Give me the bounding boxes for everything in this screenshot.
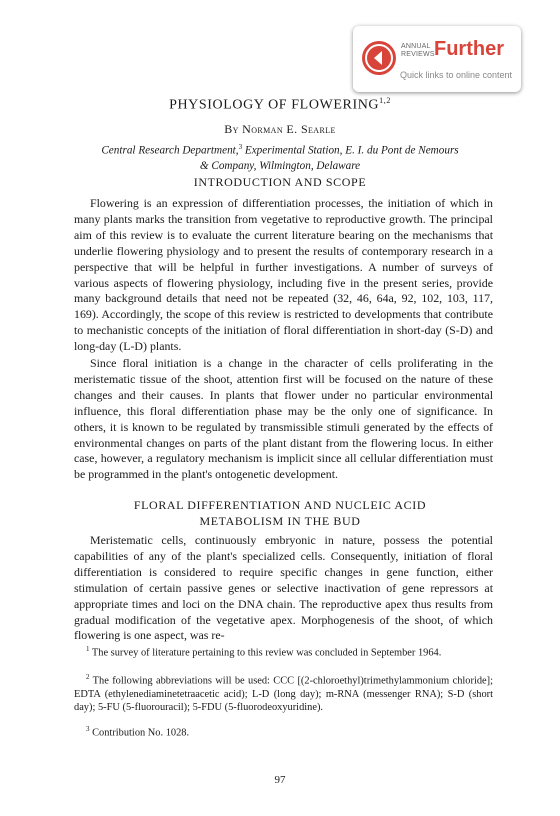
page-number: 97 xyxy=(274,774,286,786)
section-heading-introduction: INTRODUCTION AND SCOPE xyxy=(193,175,367,189)
section-heading-floral-differentiation xyxy=(60,497,500,529)
annual-reviews-further-badge[interactable] xyxy=(353,26,521,92)
footnote-3-text: Contribution No. 1028. xyxy=(89,727,190,739)
title-footnote-mark[interactable]: 1,2 xyxy=(379,96,391,105)
affiliation xyxy=(60,140,500,174)
title-text: PHYSIOLOGY OF FLOWERING xyxy=(169,97,380,113)
footnote-1-text: The survey of literature pertaining to this review was concluded in September 1964. xyxy=(89,647,442,659)
article-title xyxy=(0,96,560,114)
paragraph-intro-1: Flowering is an expression of differentiation processes, the initiation of which in many plants marks the transition from vegetative to reproductive growth. The principal aim of this review is to evaluate the current literature bearing on the mechanisms that underlie flowering physiology and to present the results of contemporary research in a perspective that will be helpful in further investigations. A number of surveys of various aspects of flowering physiology, including five in the present series, provide many background details that need not be repeated (32, 46, 64a, 92, 102, 103, 117, 169). Accordingly, the scope of this review is restricted to developments that contribute to mechanistic concepts of the initiation of floral differentiation in short-day (S-D) and long-day (L-D) plants. xyxy=(74,196,493,354)
affiliation-location: & Company, Wilmington, Delaware xyxy=(199,159,361,172)
paragraph-floral-1: Meristematic cells, continuously embryonic in nature, possess the potential capabilities of any of the plant's specialized cells. Consequently, initiation of floral differentiation is considered to require specific changes in gene function, either stimulation of certain passive genes or selective inactivation of gene repressors at appropriate times and loci on the DNA chain. The reproductive apex thus results from gradual modification of the vegetative apex. Morphogenesis of the shoot, of which flowering is one aspect, was re- xyxy=(74,533,493,643)
affiliation-department: Central Research Department, xyxy=(101,144,239,157)
affiliation-station: Experimental Station, E. I. du Pont de Nemours xyxy=(242,144,459,157)
badge-annual-reviews-text: ANNUAL REVIEWS xyxy=(401,43,435,58)
badge-quick-links-link[interactable]: Quick links to online content xyxy=(400,70,513,80)
footnote-2 xyxy=(74,671,493,715)
section-heading-line-2: METABOLISM IN THE BUD xyxy=(199,514,361,528)
author-line: By Norman E. Searle xyxy=(224,122,336,136)
section-heading-line-1: FLORAL DIFFERENTIATION AND NUCLEIC ACID xyxy=(133,498,427,512)
badge-further-text: Further xyxy=(434,38,504,60)
affiliation-footnote-mark[interactable]: 3 xyxy=(238,143,243,151)
footnote-2-text: The following abbreviations will be used: CCC [(2-chloroethyl)trimethylammonium chloride]; EDTA (ethylenediaminetetraacetic acid); L-D (long day); m-RNA (messenger RNA); S-D (short day); 5-FU (5-fluorouracil); 5-FDU (5-fluorodeoxyuridine). xyxy=(74,675,493,714)
paragraph-intro-2: Since floral initiation is a change in the character of cells proliferating in the meristematic tissue of the shoot, attention first will be focused on the nature of these changes and their causes. In plants that flower under no particular environmental influence, this floral differentiation phase may be the only one of significance. In others, it is known to be regulated by transmissible stimuli generated by the effects of environmental changes on parts of the plant distant from the flowering locus. In either case, however, a regulatory mechanism is implicit since all cellular differentiation must be programmed in the plant's ontogenetic development. xyxy=(74,356,493,482)
footnote-1 xyxy=(74,643,493,660)
back-arrow-icon xyxy=(362,41,396,75)
footnote-2-mark: 2 xyxy=(86,673,90,681)
footnote-3-mark: 3 xyxy=(86,725,90,733)
footnote-1-mark: 1 xyxy=(86,645,90,653)
footnote-3 xyxy=(74,723,493,740)
